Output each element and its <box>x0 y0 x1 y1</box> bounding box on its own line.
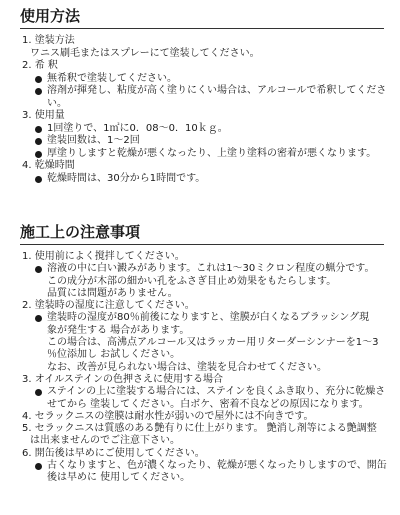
item-number: 3. <box>22 110 32 121</box>
item-number: 2. <box>22 60 32 71</box>
bullet-row <box>0 386 400 398</box>
list-item <box>0 423 400 435</box>
list-item <box>0 160 400 173</box>
list-item <box>0 374 400 386</box>
bullet-row <box>0 123 400 136</box>
item-number: 1. <box>22 35 32 46</box>
bullet-row <box>0 85 400 98</box>
usage-section <box>0 0 400 185</box>
item-label: オイルステインの色押さえに使用する場合 <box>34 373 224 385</box>
section-title: 使用方法 <box>20 0 384 29</box>
item-label: 開缶後は早めにご使用してください。 <box>34 447 205 459</box>
item-label: 塗装方法 <box>34 35 75 46</box>
bullet-continuation: ％位添加し お試しください。 <box>47 349 181 361</box>
bullet-row <box>0 460 400 472</box>
bullet-row <box>0 312 400 324</box>
bullet-continuation: い。 <box>47 97 67 109</box>
list-item <box>0 35 400 48</box>
bullet-text: 厚塗りしますと乾燥が悪くなったり、上塗り塗料の密着が悪くなります。 <box>47 147 377 159</box>
list-item <box>0 60 400 73</box>
item-number: 6. <box>22 447 32 459</box>
bullet-row <box>0 73 400 86</box>
item-label: 塗装時の湿度に注意してください。 <box>34 300 195 312</box>
bullet-continuation: この成分が木部の細かい孔をふさぎ目止め効果をもたらします。 <box>47 275 337 287</box>
item-number: 4. <box>22 410 32 422</box>
item-label: 希 釈 <box>34 60 58 71</box>
precautions-section <box>0 216 400 485</box>
section-title: 施工上の注意事項 <box>20 216 384 245</box>
bullet-continuation: 象が発生する 場合があります。 <box>47 324 190 336</box>
bullet-text: 塗装時の湿度が80％前後になりますと、塗膜が白くなるブラッシング現 <box>47 312 370 324</box>
item-continuation: ワニス刷毛またはスプレーにて塗装してください。 <box>30 47 260 59</box>
bullet-text: 乾燥時間は、30分から1時間です。 <box>47 172 206 184</box>
item-number: 4. <box>22 160 32 171</box>
list-item <box>0 300 400 312</box>
item-continuation: は出来ませんのでご注意下さい。 <box>30 435 180 447</box>
bullet-continuation: 後は早めに 使用してください。 <box>47 472 191 484</box>
bullet-text: 1回塗りで、1㎡に0．08～0．10ｋｇ。 <box>47 122 228 134</box>
bullet-row <box>0 173 400 186</box>
item-label: セラックニスの塗膜は耐水性が弱いので屋外には不向きです。 <box>34 410 314 422</box>
bullet-text: 溶剤が揮発し、粘度が高く塗りにくい場合は、アルコールで希釈してくださ <box>47 85 387 96</box>
bullet-text: 塗装回数は、1～2回 <box>47 135 140 146</box>
usage-list <box>0 35 400 185</box>
list-item <box>0 448 400 460</box>
item-label: セラックニスは質感のある艶有りに仕上がります。 艶消し剤等による艶調整 <box>34 423 377 435</box>
bullet-row <box>0 135 400 148</box>
list-item <box>0 110 400 123</box>
bullet-continuation: この場合は、高沸点アルコール又はラッカー用リターダーシンナーを1～3 <box>47 337 379 349</box>
bullet-continuation: せてから 塗装してください。白ボケ、密着不良などの原因になります。 <box>47 398 369 410</box>
item-label: 乾燥時間 <box>34 160 75 171</box>
bullet-row <box>0 148 400 161</box>
precautions-list <box>0 251 400 485</box>
bullet-text: 溶液の中に白い澱みがあります。これは1～30ミクロン程度の蝋分です。 <box>47 263 375 275</box>
bullet-text: ステインの上に塗装する場合には、ステインを良くふき取り、充分に乾燥さ <box>47 386 386 398</box>
item-number: 2. <box>22 300 32 312</box>
list-item <box>0 411 400 423</box>
bullet-continuation: なお、改善が見られない場合は、塗装を見合わせてください。 <box>47 361 327 373</box>
item-number: 1. <box>22 251 32 262</box>
bullet-text: 無希釈で塗装してください。 <box>47 72 177 84</box>
item-label: 使用前によく撹拌してください。 <box>34 251 185 262</box>
list-item <box>0 251 400 263</box>
bullet-text: 古くなりますと、色が濃くなったり、乾燥が悪くなったりしますので、開缶 <box>47 460 387 472</box>
item-number: 5. <box>22 423 32 435</box>
bullet-continuation: 品質には問題がありません。 <box>47 287 178 299</box>
item-label: 使用量 <box>34 110 65 121</box>
item-number: 3. <box>22 373 32 385</box>
bullet-row <box>0 263 400 275</box>
